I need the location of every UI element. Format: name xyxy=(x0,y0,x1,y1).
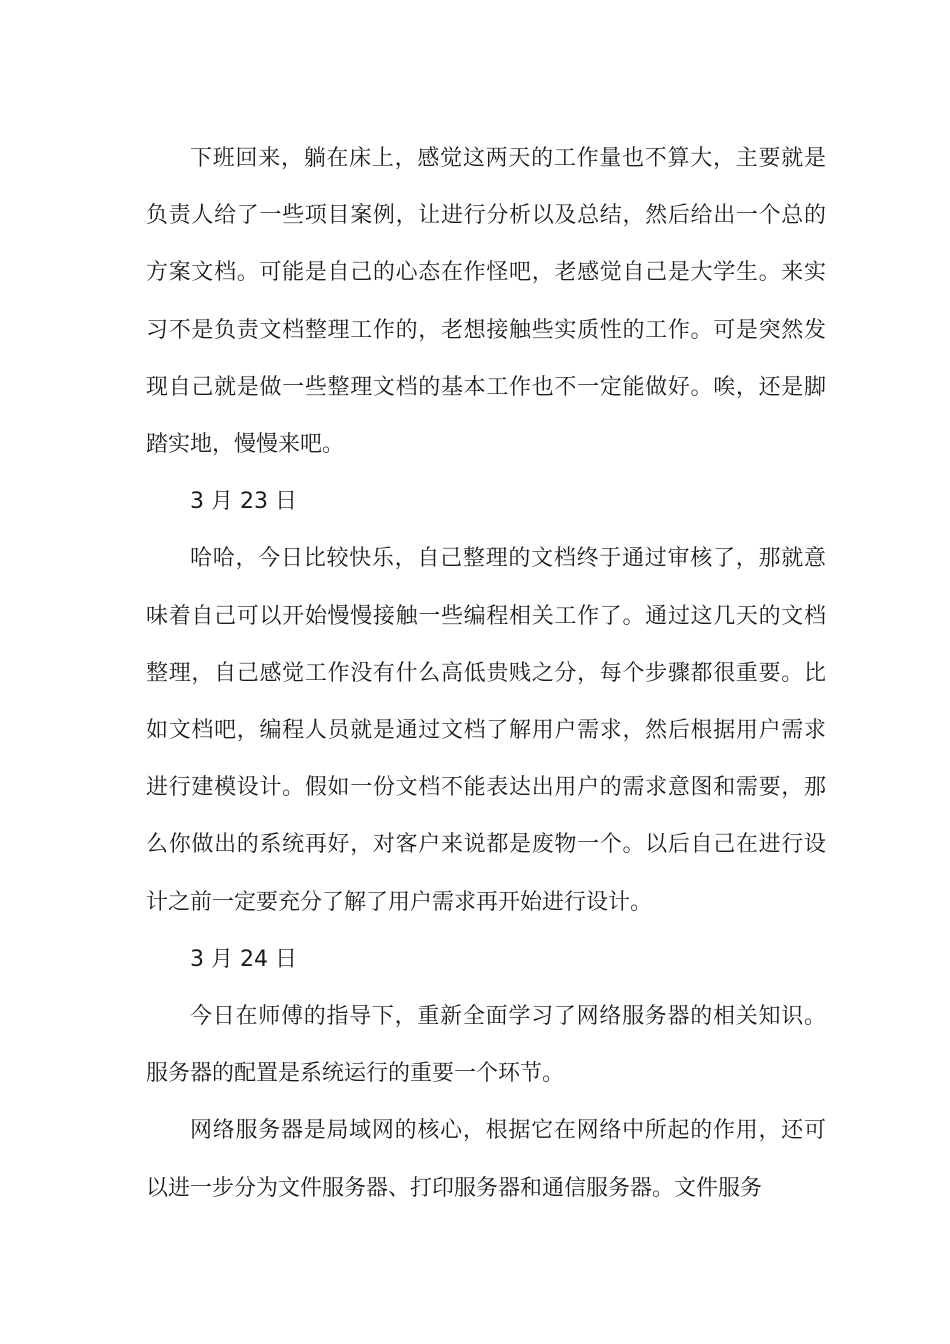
paragraph-network-server: 网络服务器是局域网的核心，根据它在网络中所起的作用，还可以进一步分为文件服务器、打印服务器和通信服务器。文件服务 xyxy=(146,1118,826,1201)
paragraph-mar-23: 哈哈，今日比较快乐，自己整理的文档终于通过审核了，那就意味着自己可以开始慢慢接触一些编程相关工作了。通过这几天的文档整理，自己感觉工作没有什么高低贵贱之分，每个步骤都很重要。比如文档吧，编程人员就是通过文档了解用户需求，然后根据用户需求进行建模设计。假如一份文档不能表达出用户的需求意图和需要，那么你做出的系统再好，对客户来说都是废物一个。以后自己在进行设计之前一定要充分了解了用户需求再开始进行设计。 xyxy=(146,546,826,915)
paragraph-intro: 下班回来，躺在床上，感觉这两天的工作量也不算大，主要就是负责人给了一些项目案例，让进行分析以及总结，然后给出一个总的方案文档。可能是自己的心态在作怪吧，老感觉自己是大学生。来实习不是负责文档整理工作的，老想接触些实质性的工作。可是突然发现自己就是做一些整理文档的基本工作也不一定能做好。唉，还是脚踏实地，慢慢来吧。 xyxy=(146,146,826,458)
document-body xyxy=(146,130,826,1217)
date-heading-mar-24: 3 月 24 日 xyxy=(190,946,297,972)
date-heading-mar-23: 3 月 23 日 xyxy=(190,489,297,515)
paragraph-mar-24: 今日在师傅的指导下，重新全面学习了网络服务器的相关知识。服务器的配置是系统运行的重要一个环节。 xyxy=(146,1004,826,1087)
